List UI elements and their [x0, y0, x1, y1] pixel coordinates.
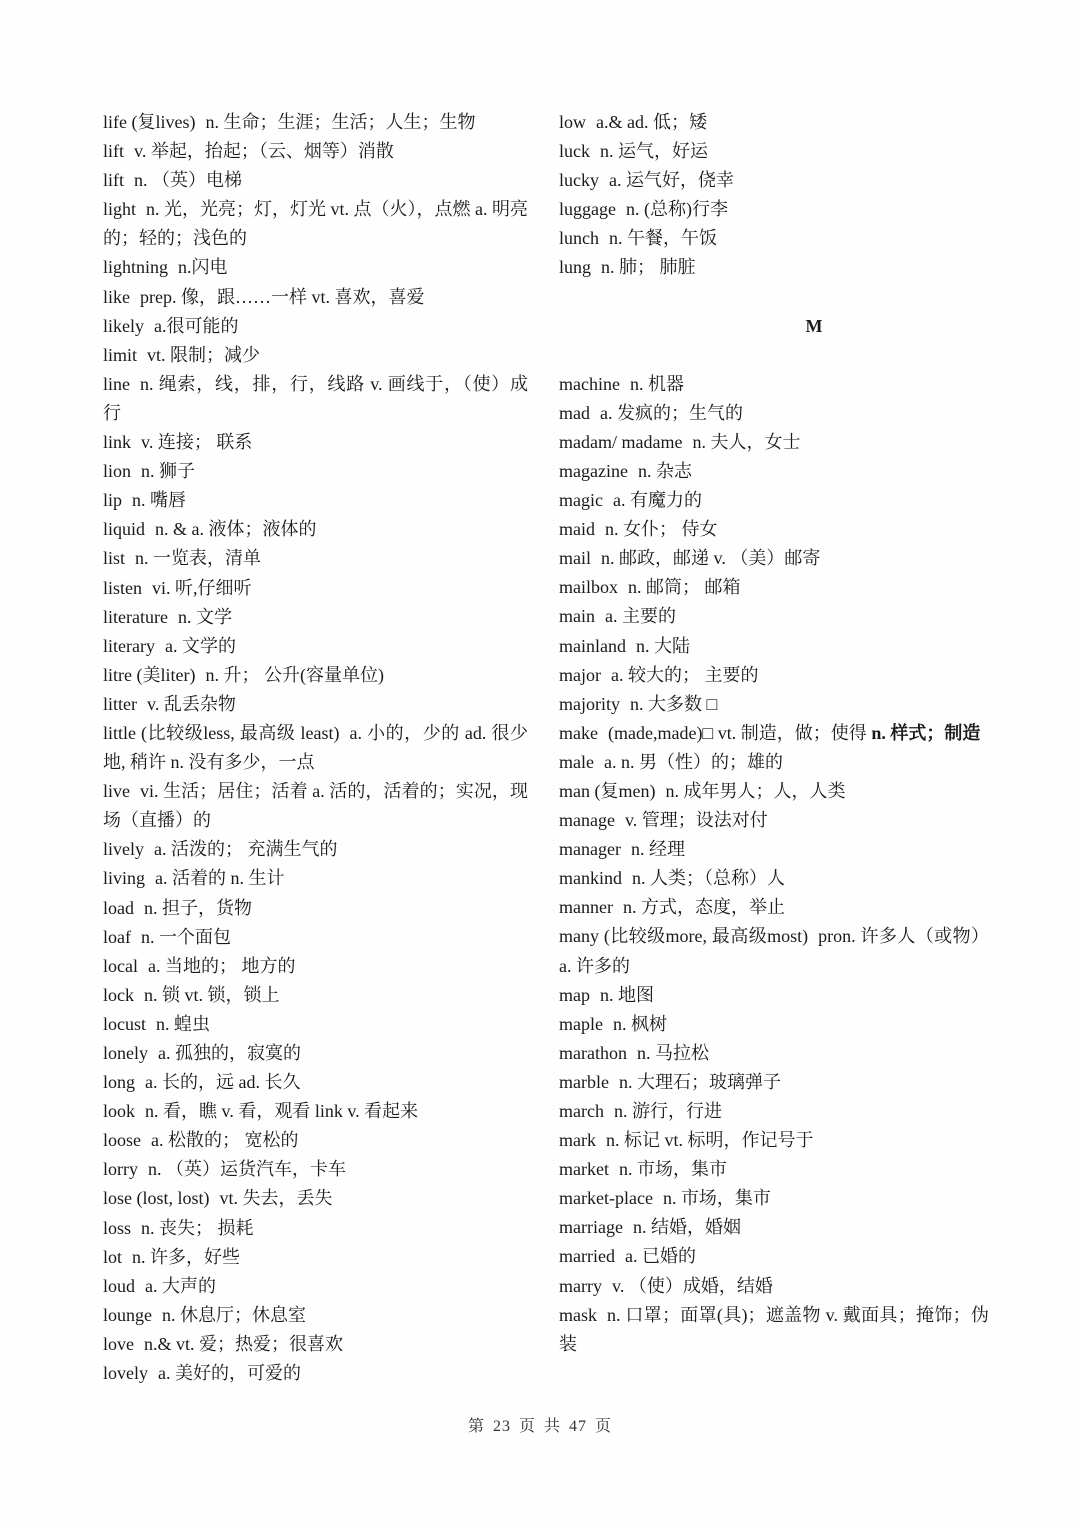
entry-mainland: mainland n. 大陆	[559, 635, 690, 656]
entry-magic: magic a. 有魔力的	[559, 490, 702, 511]
entry-lonely: lonely a. 孤独的，寂寞的	[103, 1043, 301, 1063]
entry-marry: marry v. （使）成婚，结婚	[559, 1275, 773, 1296]
entry-light: light n. 光，光亮；灯，灯光 vt. 点（火），点燃 a. 明亮的；轻的；浅色的	[103, 199, 529, 249]
entry-make-bold-def: n. 样式；制造	[871, 722, 981, 743]
entry-manage: manage v. 管理；设法对付	[559, 810, 768, 831]
entry-local: local a. 当地的； 地方的	[103, 955, 296, 976]
entry-manner: manner n. 方式，态度，举止	[559, 897, 785, 918]
entry-lucky: lucky a. 运气好，侥幸	[559, 170, 734, 191]
entry-life: life (复lives) n. 生命；生涯；生活；人生；生物	[103, 112, 476, 132]
entry-listen: listen vi. 听,仔细听	[103, 577, 252, 598]
entry-madam: madam/ madame n. 夫人，女士	[559, 431, 801, 452]
entry-marble: marble n. 大理石；玻璃弹子	[559, 1071, 781, 1092]
entry-lung: lung n. 肺； 肺脏	[559, 257, 696, 278]
entry-man: man (复men) n. 成年男人；人，人类	[559, 780, 846, 801]
entry-line: line n. 绳索，线，排，行，线路 v. 画线于，（使）成行	[103, 373, 528, 423]
entry-litter: litter v. 乱丢杂物	[103, 693, 236, 714]
entry-litre: litre (美liter) n. 升； 公升(容量单位)	[103, 664, 384, 685]
entry-mask: mask n. 口罩；面罩(具)；遮盖物 v. 戴面具；掩饰；伪装	[559, 1304, 989, 1354]
entry-love: love n.& vt. 爱；热爱；很喜欢	[103, 1333, 344, 1354]
entry-loaf: loaf n. 一个面包	[103, 926, 231, 947]
entry-like: like prep. 像，跟……一样 vt. 喜欢，喜爱	[103, 286, 425, 307]
entry-long: long a. 长的，远 ad. 长久	[103, 1072, 301, 1093]
entry-load: load n. 担子，货物	[103, 897, 252, 918]
footer-suffix: 页	[595, 1418, 613, 1435]
entry-male: male a. n. 男（性）的；雄的	[559, 751, 783, 772]
entry-mailbox: mailbox n. 邮筒； 邮箱	[559, 577, 741, 598]
footer-page-label: 页	[518, 1418, 536, 1435]
entry-live: live vi. 生活；居住；活着 a. 活的，活着的；实况，现场（直播）的	[103, 781, 528, 831]
entry-many: many (比较级more, 最高级most) pron. 许多人（或物） a. 许多的	[559, 926, 989, 976]
entry-machine: machine n. 机器	[559, 373, 684, 394]
right-column	[559, 108, 989, 1359]
entry-living: living a. 活着的 n. 生计	[103, 868, 285, 889]
entry-mark: mark n. 标记 vt. 标明，作记号于	[559, 1130, 814, 1151]
footer-total-label: 共	[544, 1418, 562, 1435]
entry-luggage: luggage n. (总称)行李	[559, 199, 728, 220]
entry-loose: loose a. 松散的； 宽松的	[103, 1130, 299, 1151]
section-heading-m: M	[805, 315, 823, 336]
entry-lip: lip n. 嘴唇	[103, 490, 187, 511]
page-footer	[0, 1413, 1080, 1436]
entry-market-place: market-place n. 市场，集市	[559, 1188, 771, 1209]
entry-loud: loud a. 大声的	[103, 1275, 217, 1296]
entry-lock: lock n. 锁 vt. 锁，锁上	[103, 984, 280, 1005]
entry-look: look n. 看，瞧 v. 看，观看 link v. 看起来	[103, 1101, 419, 1122]
entry-literary: literary a. 文学的	[103, 635, 236, 656]
entry-mankind: mankind n. 人类；（总称）人	[559, 868, 785, 889]
entry-liquid: liquid n. & a. 液体；液体的	[103, 519, 317, 540]
entry-magazine: magazine n. 杂志	[559, 460, 692, 481]
entry-mail: mail n. 邮政，邮递 v. （美）邮寄	[559, 548, 821, 569]
entry-lively: lively a. 活泼的； 充满生气的	[103, 839, 338, 860]
entry-married: married a. 已婚的	[559, 1246, 696, 1267]
entry-little: little (比较级less, 最高级 least) a. 小的，少的 ad. 很少地, 稍许 n. 没有多少，一点	[103, 722, 529, 773]
entry-make: make (made,made)□ vt. 制造，做；使得 n. 样式；制造	[559, 722, 981, 743]
entry-limit: limit vt. 限制；减少	[103, 344, 261, 365]
entry-lion: lion n. 狮子	[103, 461, 196, 482]
entry-lounge: lounge n. 休息厅；休息室	[103, 1304, 306, 1325]
entry-maid: maid n. 女仆； 侍女	[559, 519, 718, 540]
entry-low: low a.& ad. 低；矮	[559, 112, 707, 132]
entry-map: map n. 地图	[559, 984, 654, 1005]
left-column	[103, 108, 528, 1388]
entry-list: list n. 一览表，清单	[103, 548, 262, 569]
total-page-count: 47	[569, 1418, 588, 1435]
entry-manager: manager n. 经理	[559, 839, 685, 860]
entry-lovely: lovely a. 美好的，可爱的	[103, 1363, 301, 1384]
entry-mad: mad a. 发疯的；生气的	[559, 402, 743, 423]
entry-likely: likely a.很可能的	[103, 315, 239, 336]
entry-lift-v: lift v. 举起，抬起；（云、烟等）消散	[103, 141, 394, 162]
entry-lot: lot n. 许多，好些	[103, 1246, 241, 1267]
entry-march: march n. 游行，行进	[559, 1101, 722, 1121]
entry-marathon: marathon n. 马拉松	[559, 1042, 709, 1063]
entry-lorry: lorry n. （英）运货汽车，卡车	[103, 1159, 346, 1180]
entry-loss: loss n. 丧失； 损耗	[103, 1217, 254, 1238]
entry-lose: lose (lost, lost) vt. 失去，丢失	[103, 1188, 333, 1209]
footer-prefix: 第	[467, 1418, 485, 1435]
entry-luck: luck n. 运气，好运	[559, 141, 708, 162]
entry-market: market n. 市场，集市	[559, 1159, 727, 1180]
current-page-number: 23	[492, 1418, 511, 1435]
entry-majority: majority n. 大多数 □	[559, 693, 718, 714]
entry-lightning: lightning n.闪电	[103, 257, 228, 278]
entry-marriage: marriage n. 结婚，婚姻	[559, 1217, 741, 1238]
entry-locust: locust n. 蝗虫	[103, 1013, 210, 1034]
entry-major: major a. 较大的； 主要的	[559, 664, 759, 685]
entry-link: link v. 连接； 联系	[103, 432, 253, 453]
entry-lunch: lunch n. 午餐，午饭	[559, 228, 717, 249]
entry-maple: maple n. 枫树	[559, 1013, 667, 1034]
entry-literature: literature n. 文学	[103, 606, 232, 627]
entry-lift-n: lift n. （英）电梯	[103, 170, 242, 191]
entry-main: main a. 主要的	[559, 606, 676, 627]
